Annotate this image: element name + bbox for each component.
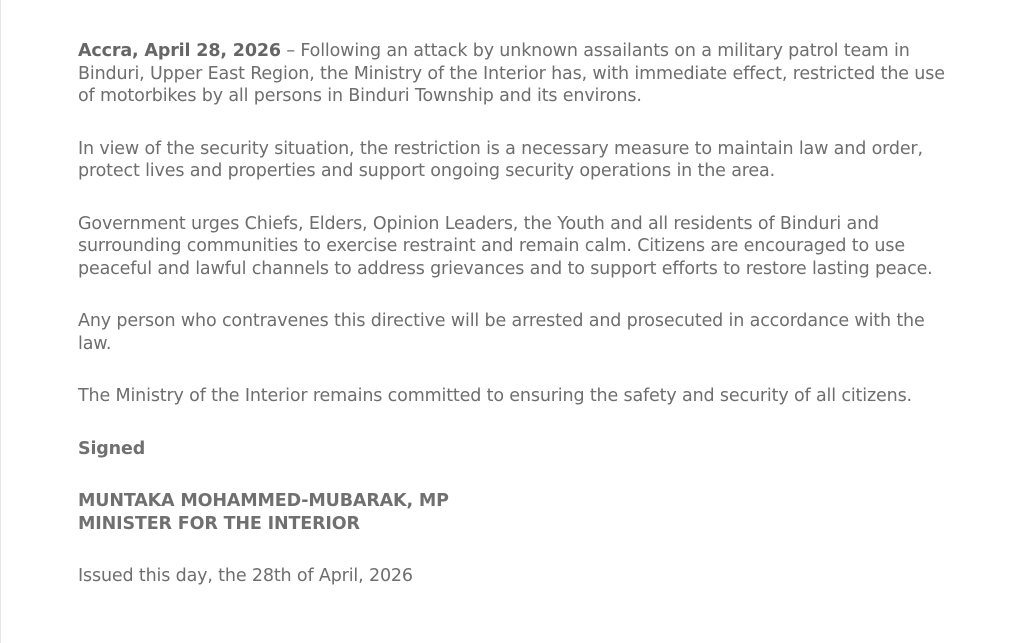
signatory-block <box>78 490 958 535</box>
dateline: Accra, April 28, 2026 <box>78 41 281 61</box>
paragraph-security-situation: In view of the security situation, the restriction is a necessary measure to maintain law and order, protect lives and properties and support ongoing security operations in the area. <box>78 138 923 181</box>
paragraph-government-appeal: Government urges Chiefs, Elders, Opinion Leaders, the Youth and all residents of Binduri and surrounding communities to exercise restraint and remain calm. Citizens are encouraged to use peaceful and lawful channels to address grievances and to support efforts to restore lasting peace. <box>78 213 933 279</box>
paragraph-intro <box>78 40 958 108</box>
issued-date-line: Issued this day, the 28th of April, 2026 <box>78 566 413 586</box>
signatory-title: MINISTER FOR THE INTERIOR <box>78 513 360 534</box>
signatory-name: MUNTAKA MOHAMMED-MUBARAK, MP <box>78 491 449 511</box>
press-release-body <box>78 40 958 618</box>
paragraph-intro-text: – Following an attack by unknown assailants on a military patrol team in Binduri, Upper East Region, the Ministry of the Interior has, with immediate effect, restricted the use of motorbikes by all persons in Binduri Township and its environs. <box>78 41 945 106</box>
paragraph-ministry-commitment: The Ministry of the Interior remains committed to ensuring the safety and security of all citizens. <box>78 386 912 406</box>
left-border-line <box>0 0 1 643</box>
paragraph-directive-warning: Any person who contravenes this directive will be arrested and prosecuted in accordance with the law. <box>78 311 925 354</box>
signed-label: Signed <box>78 438 146 459</box>
